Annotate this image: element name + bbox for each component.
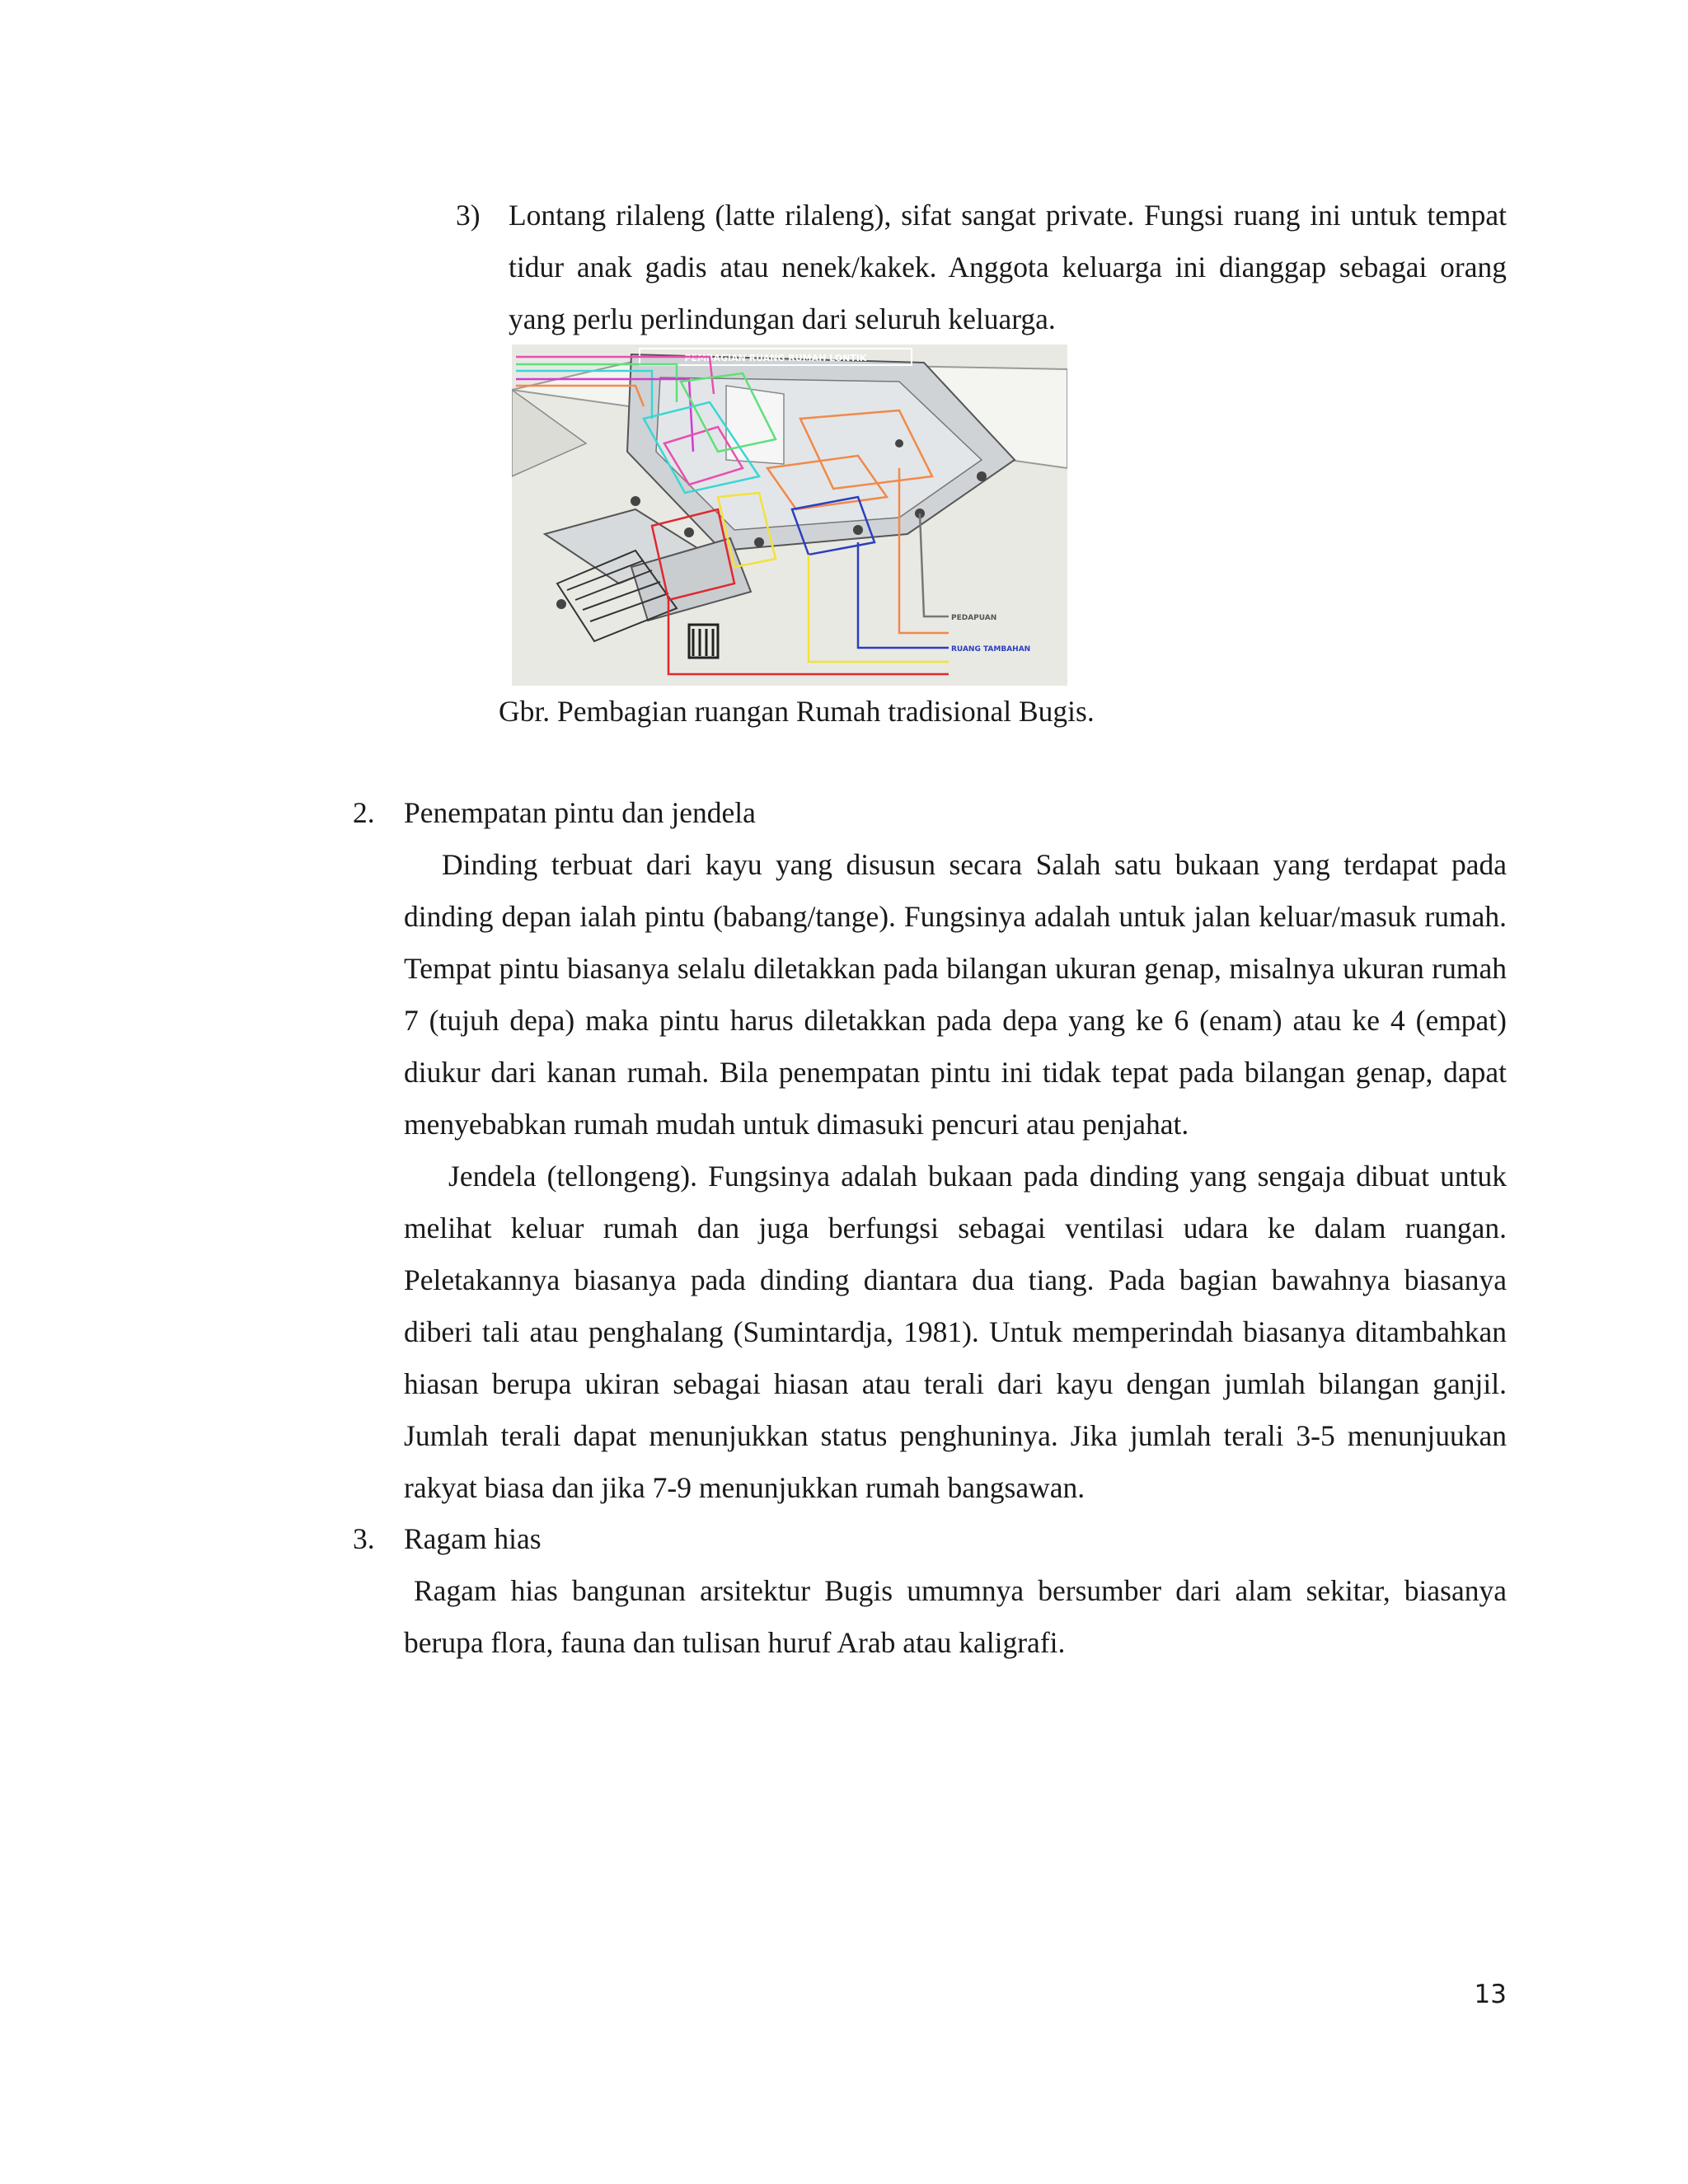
- section-paragraph: Ragam hias bangunan arsitektur Bugis umumnya bersumber dari alam sekitar, biasanya berupa flora, fauna dan tulisan huruf Arab atau kaligrafi.: [404, 1574, 1507, 1659]
- section-number: 3.: [353, 1522, 375, 1555]
- label-pedapuan: PEDAPUAN: [951, 614, 997, 622]
- label-ruang-tambahan: RUANG TAMBAHAN: [951, 645, 1031, 654]
- section-paragraph-2: Jendela (tellongeng). Fungsinya adalah bukaan pada dinding yang sengaja dibuat untuk melihat keluar rumah dan juga berfungsi sebagai ventilasi udara ke dalam ruangan. Peletakannya biasanya pada dinding diantara dua tiang. Pada bagian bawahnya biasanya diberi tali atau penghalang (Sumintardja, 1981). Untuk memperindah biasanya ditambahkan hiasan berupa ukiran sebagai hiasan atau terali dari kayu dengan jumlah bilangan ganjil. Jumlah terali dapat menunjukkan status penghuninya. Jika jumlah terali 3-5 menunjuukan rakyat biasa dan jika 7-9 menunjukkan rumah bangsawan.: [404, 1160, 1507, 1504]
- page-number: 13: [1474, 1980, 1507, 2009]
- section-paragraph-1: Dinding terbuat dari kayu yang disusun secara Salah satu bukaan yang terdapat pada dinding depan ialah pintu (babang/tange). Fungsinya adalah untuk jalan keluar/masuk rumah. Tempat pintu biasanya selalu diletakkan pada bilangan ukuran genap, misalnya ukuran rumah 7 (tujuh depa) maka pintu harus diletakkan pada depa yang ke 6 (enam) atau ke 4 (empat) diukur dari kanan rumah. Bila penempatan pintu ini tidak tepat pada bilangan genap, dapat menyebabkan rumah mudah untuk dimasuki pencuri atau penjahat.: [404, 848, 1507, 1141]
- list-item-number: 3): [456, 199, 481, 232]
- ground-edge: [512, 390, 586, 476]
- section-2: [353, 787, 1507, 1514]
- section-number: 2.: [353, 796, 375, 829]
- house-diagram-illustration: [512, 344, 1067, 686]
- section-heading: Ragam hias: [404, 1522, 542, 1555]
- figure-title: PEMBAGIAN RUANG RUMAH LONTIK: [684, 353, 867, 363]
- front-stairs: [689, 625, 718, 658]
- list-item-3: [456, 190, 1507, 345]
- figure-caption: Gbr. Pembagian ruangan Rumah tradisional Bugis.: [499, 695, 1095, 728]
- house-diagram-figure: [512, 344, 1067, 686]
- section-heading: Penempatan pintu dan jendela: [404, 796, 756, 829]
- section-3: [353, 1513, 1507, 1669]
- list-item-text: Lontang rilaleng (latte rilaleng), sifat sangat private. Fungsi ruang ini untuk tempat tidur anak gadis atau nenek/kakek. Anggota keluarga ini dianggap sebagai orang yang perlu perlindungan dari seluruh keluarga.: [509, 199, 1507, 335]
